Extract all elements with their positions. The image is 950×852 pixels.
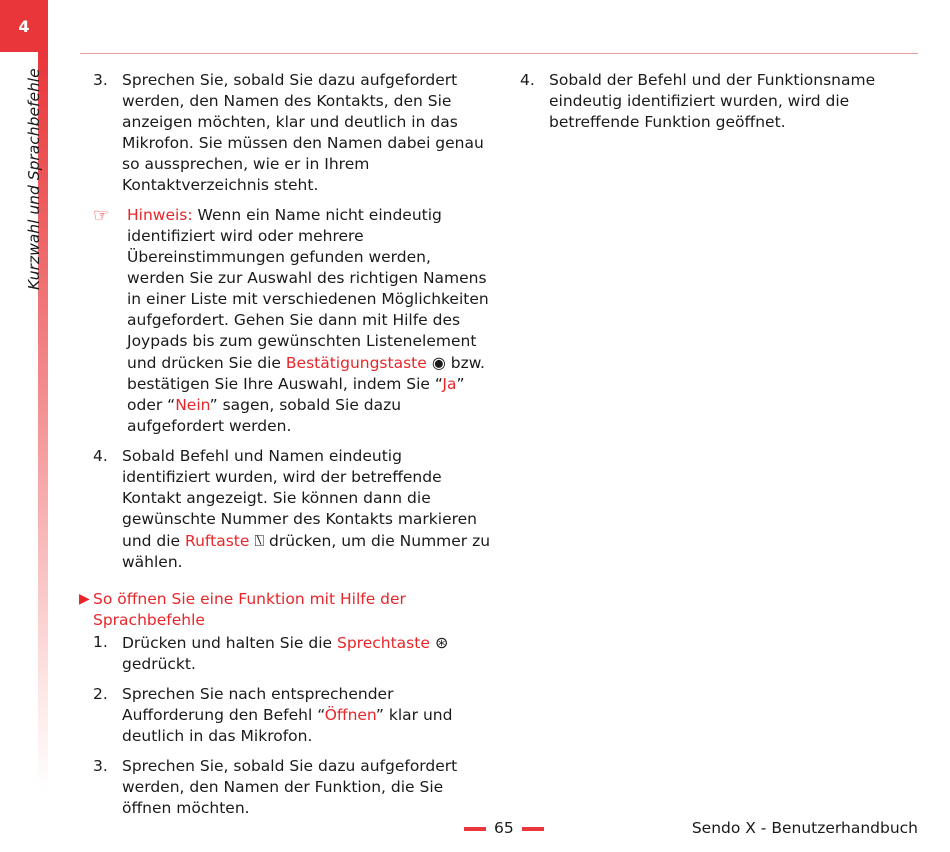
yes-command: Ja [442, 375, 457, 393]
call-key-icon: ⍂ [249, 531, 265, 550]
page-number-dash-right [522, 827, 544, 831]
list-item-step-1 [93, 632, 493, 675]
list-item-step-2 [93, 684, 493, 747]
section-title: So öffnen Sie eine Funktion mit Hilfe der Sprachbefehle [93, 590, 406, 629]
step-text: Sprechen Sie, sobald Sie dazu aufgefordert werden, den Namen des Kontakts, den Sie anzeigen möchten, klar und deutlich in das Mikrofon. Sie müssen den Namen dabei genau so aussprechen, wie er in Ihrem Kontaktverzeichnis steht. [122, 71, 484, 194]
page-number [464, 818, 544, 839]
section-heading [79, 589, 493, 631]
chapter-number-tab [0, 0, 48, 52]
confirm-key-icon: ◉ [426, 353, 446, 372]
note-label: Hinweis: [127, 206, 193, 224]
pointing-hand-icon: ☞ [93, 205, 110, 226]
speak-key-icon: ⊛ [429, 633, 449, 652]
section-arrow-icon: ▶ [79, 591, 90, 607]
page-number-text: 65 [494, 819, 514, 837]
step-number: 4. [93, 447, 108, 465]
list-item-step-3b [93, 756, 493, 819]
step-number: 3. [93, 757, 108, 775]
step-text: Sprechen Sie, sobald Sie dazu aufgefordert werden, den Namen der Funktion, die Sie öffnen möchten. [122, 757, 458, 817]
open-command: Öffnen [324, 706, 376, 724]
step-number: 2. [93, 685, 108, 703]
call-key-label: Ruftaste [185, 532, 250, 550]
right-column [520, 70, 920, 142]
step-text: Sprechen Sie nach entsprechender Aufforderung den Befehl “Öffnen” klar und deutlich in das Mikrofon. [122, 685, 453, 745]
note-block [93, 205, 493, 437]
step-number: 4. [520, 71, 535, 89]
chapter-title: Kurzwahl und Sprachbefehle [25, 68, 43, 290]
list-item-step-4 [93, 446, 493, 573]
list-item-step-4-right [520, 70, 920, 133]
left-column [79, 70, 493, 828]
step-text: Drücken und halten Sie die Sprechtaste ⊛ gedrückt. [122, 633, 449, 673]
confirm-key-label: Bestätigungstaste [285, 354, 427, 372]
step-number: 3. [93, 71, 108, 89]
header-rule [80, 53, 918, 54]
speak-key-label: Sprechtaste [337, 634, 430, 652]
chapter-number: 4 [18, 16, 30, 36]
footer-title: Sendo X - Benutzerhandbuch [691, 819, 918, 837]
note-text: Hinweis: Wenn ein Name nicht eindeutig identifiziert wird oder mehrere Übereinstimmungen gefunden werden, werden Sie zur Auswahl des richtigen Namens in einer Liste mit verschiedenen Möglichkeiten aufgefordert. Gehen Sie dann mit Hilfe des Joypads bis zum gewünschten Listenelement und drücken Sie die Bestätigungstaste ◉ bzw. bestätigen Sie Ihre Auswahl, indem Sie “Ja” oder “Nein” sagen, sobald Sie dazu aufgefordert werden. [127, 206, 489, 435]
step-text: Sobald der Befehl und der Funktionsname eindeutig identifiziert wurden, wird die betreffende Funktion geöffnet. [549, 71, 876, 131]
no-command: Nein [175, 396, 210, 414]
page-number-dash-left [464, 827, 486, 831]
list-item-step-3 [93, 70, 493, 196]
step-number: 1. [93, 633, 108, 651]
step-text: Sobald Befehl und Namen eindeutig identifiziert wurden, wird der betreffende Kontakt angezeigt. Sie können dann die gewünschte Nummer des Kontakts markieren und die Ruftaste ⍂ drücken, um die Nummer zu wählen. [122, 447, 491, 571]
